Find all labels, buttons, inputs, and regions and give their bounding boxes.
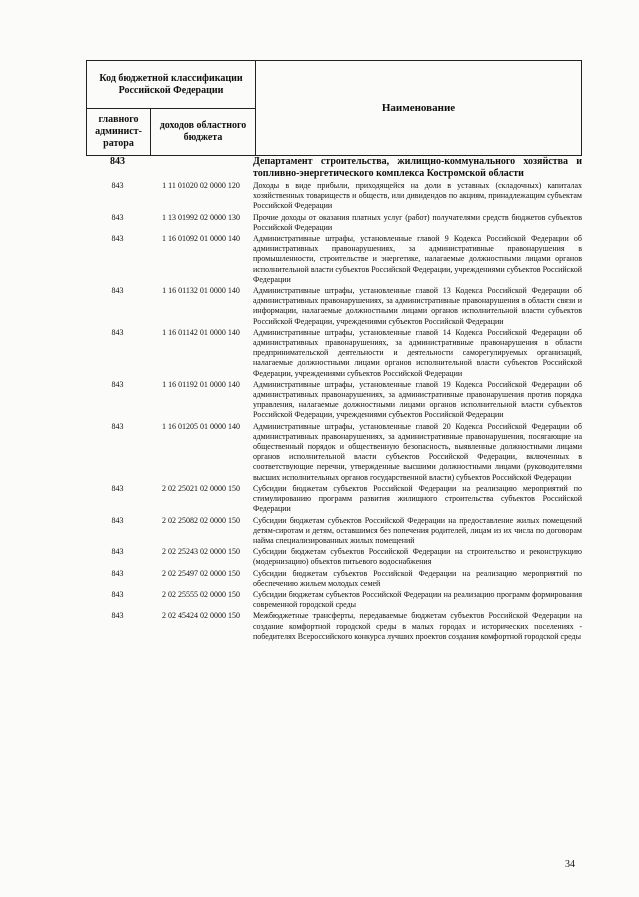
kbk-code: 2 02 25082 02 0000 150 bbox=[162, 515, 240, 525]
table-header bbox=[86, 60, 582, 156]
table-body bbox=[86, 156, 582, 642]
kbk-header: Код бюджетной классификации Российской Федерации bbox=[87, 61, 256, 109]
income-name: Административные штрафы, установленные главой 20 Кодекса Российской Федерации об административных правонарушениях, за административные правонарушения, посягающие на общественный порядок и общественную безопасность, выявленные должностными лицами органов исполнительной власти субъектов Российской Федерации, включенных в соответствующие перечни, утвержденные высшими должностными лицами (руководителями высших исполнительных органов государственной власти) субъектов Российской Федерации bbox=[253, 421, 582, 482]
income-name: Прочие доходы от оказания платных услуг (работ) получателями средств бюджетов субъектов Российской Федерации bbox=[253, 212, 582, 232]
table-row bbox=[86, 516, 582, 547]
admin-code: 843 bbox=[111, 379, 124, 389]
admin-code: 843 bbox=[111, 286, 124, 296]
table-row bbox=[86, 213, 582, 233]
name-header: Наименование bbox=[256, 61, 582, 156]
income-name: Доходы в виде прибыли, приходящейся на доли в уставных (складочных) капиталах хозяйственных товариществ и обществ, или дивидендов по акциям, принадлежащим субъектам Российской Федерации bbox=[253, 181, 582, 211]
kbk-code: 1 11 01020 02 0000 120 bbox=[162, 181, 240, 190]
table-row bbox=[86, 286, 582, 327]
table-row bbox=[86, 569, 582, 589]
income-name: Административные штрафы, установленные главой 9 Кодекса Российской Федерации об административных правонарушениях, за административные правонарушения в промышленности, строительстве и энергетике, налагаемые должностными лицами органов исполнительной власти субъектов Российской Федерации, учреждениями субъектов Российской Федерации bbox=[253, 234, 582, 284]
admin-code: 843 bbox=[111, 181, 124, 190]
income-name: Административные штрафы, установленные главой 19 Кодекса Российской Федерации об административных правонарушениях, за административные правонарушения против порядка управления, налагаемые должностными лицами органов исполнительной власти субъектов Российской Федерации, учреждениями субъектов Российской Федерации bbox=[253, 379, 582, 420]
income-name: Межбюджетные трансферты, передаваемые бюджетам субъектов Российской Федерации на создание комфортной городской среды в малых городах и исторических поселениях - победителях Всероссийского конкурса лучших проектов создания комфортной городской среды bbox=[253, 611, 582, 641]
income-name: Административные штрафы, установленные главой 14 Кодекса Российской Федерации об административных правонарушениях, за административные правонарушения в области предпринимательской деятельности и деятельности саморегулируемых организаций, налагаемые должностными лицами органов исполнительной власти субъектов Российской Федерации, учреждениями субъектов Российской Федерации bbox=[253, 327, 582, 378]
kbk-code: 2 02 45424 02 0000 150 bbox=[162, 611, 240, 621]
table-row bbox=[86, 590, 582, 610]
kbk-code: 2 02 25555 02 0000 150 bbox=[162, 589, 240, 599]
admin-header: главного админист-ратора bbox=[87, 109, 151, 156]
income-header: доходов областного бюджета bbox=[151, 109, 256, 156]
income-name: Субсидии бюджетам субъектов Российской Федерации на реализацию мероприятий по стимулированию программ развития жилищного строительства субъектов Российской Федерации bbox=[253, 483, 582, 514]
department-code: 843 bbox=[110, 156, 125, 167]
department-name: Департамент строительства, жилищно-коммунального хозяйства и топливно-энергетического комплекса Костромской области bbox=[253, 156, 582, 179]
table-row bbox=[86, 380, 582, 421]
admin-code: 843 bbox=[111, 611, 124, 621]
admin-code: 843 bbox=[111, 515, 124, 525]
admin-code: 843 bbox=[111, 483, 124, 493]
kbk-code: 2 02 25021 02 0000 150 bbox=[162, 483, 240, 493]
kbk-code: 2 02 25497 02 0000 150 bbox=[162, 568, 240, 578]
income-name: Субсидии бюджетам субъектов Российской Федерации на реализацию мероприятий по обеспечению жильем молодых семей bbox=[253, 568, 582, 588]
admin-code: 843 bbox=[111, 568, 124, 578]
kbk-code: 1 13 01992 02 0000 130 bbox=[162, 212, 240, 222]
table-row bbox=[86, 611, 582, 642]
kbk-code: 1 16 01192 01 0000 140 bbox=[162, 379, 240, 389]
table-row bbox=[86, 484, 582, 515]
admin-code: 843 bbox=[111, 589, 124, 599]
kbk-code: 2 02 25243 02 0000 150 bbox=[162, 547, 240, 557]
income-name: Субсидии бюджетам субъектов Российской Федерации на строительство и реконструкцию (модернизацию) объектов питьевого водоснабжения bbox=[253, 547, 582, 567]
income-name: Субсидии бюджетам субъектов Российской Федерации на реализацию программ формирования современной городской среды bbox=[253, 589, 582, 610]
kbk-code: 1 16 01092 01 0000 140 bbox=[162, 234, 240, 244]
admin-code: 843 bbox=[111, 547, 124, 557]
admin-code: 843 bbox=[111, 327, 124, 337]
kbk-code: 1 16 01132 01 0000 140 bbox=[162, 286, 240, 296]
kbk-code: 1 16 01205 01 0000 140 bbox=[162, 421, 240, 431]
income-name: Административные штрафы, установленные главой 13 Кодекса Российской Федерации об административных правонарушениях, за административные правонарушения в области связи и информации, налагаемые должностными лицами органов исполнительной власти субъектов Российской Федерации, учреждениями субъектов Российской Федерации bbox=[253, 286, 582, 326]
table-row bbox=[86, 328, 582, 379]
department-row bbox=[86, 156, 582, 180]
table-row bbox=[86, 547, 582, 567]
table-row bbox=[86, 234, 582, 285]
kbk-code: 1 16 01142 01 0000 140 bbox=[162, 327, 240, 337]
table-row bbox=[86, 422, 582, 483]
admin-code: 843 bbox=[111, 234, 124, 244]
page-number: 34 bbox=[565, 859, 575, 870]
admin-code: 843 bbox=[111, 421, 124, 431]
income-name: Субсидии бюджетам субъектов Российской Федерации на предоставление жилых помещений детям-сиротам и детям, оставшимся без попечения родителей, лицам из их числа по договорам найма специализированных жилых помещений bbox=[253, 515, 582, 545]
table-row bbox=[86, 181, 582, 212]
admin-code: 843 bbox=[111, 212, 124, 222]
